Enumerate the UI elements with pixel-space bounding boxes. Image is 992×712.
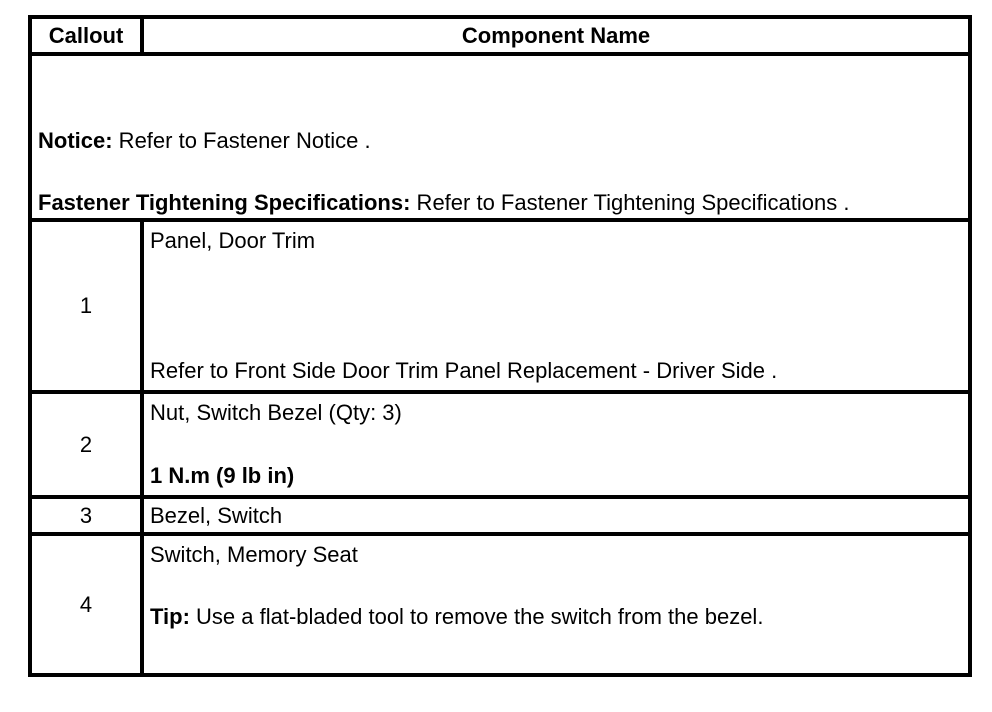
table-row — [30, 497, 970, 534]
tip-line — [150, 603, 962, 631]
component-name: Panel, Door Trim — [150, 228, 316, 253]
component-name: Switch, Memory Seat — [150, 542, 358, 567]
notice-cell — [30, 54, 970, 220]
notice-row — [30, 54, 970, 220]
component-reference: Refer to Front Side Door Trim Panel Replacement - Driver Side . — [150, 357, 778, 383]
component-cell — [142, 220, 970, 392]
torque-spec: 1 N.m (9 lb in) — [150, 462, 295, 488]
notice-label: Notice: — [38, 128, 113, 153]
notice-line — [38, 127, 962, 155]
component-cell — [142, 497, 970, 534]
tip-text: Use a flat-bladed tool to remove the switch from the bezel. — [189, 603, 764, 629]
component-cell — [142, 534, 970, 675]
fastener-spec-label: Fastener Tightening Specifications: — [38, 189, 411, 215]
table-row — [30, 220, 970, 392]
component-name: Bezel, Switch — [150, 503, 283, 528]
tip-label: Tip: — [150, 603, 190, 629]
component-table — [28, 15, 972, 677]
fastener-spec-text: Refer to Fastener Tightening Specifications . — [410, 189, 850, 215]
component-name-header: Component Name — [142, 17, 970, 54]
table-row — [30, 534, 970, 675]
fastener-spec-line — [38, 189, 962, 217]
component-name: Nut, Switch Bezel (Qty: 3) — [150, 400, 402, 425]
callout-number: 2 — [30, 392, 142, 497]
callout-header: Callout — [30, 17, 142, 54]
callout-number: 4 — [30, 534, 142, 675]
table-row — [30, 392, 970, 497]
header-row — [30, 17, 970, 54]
callout-number: 3 — [30, 497, 142, 534]
component-cell — [142, 392, 970, 497]
callout-number: 1 — [30, 220, 142, 392]
notice-text: Refer to Fastener Notice . — [112, 128, 371, 153]
